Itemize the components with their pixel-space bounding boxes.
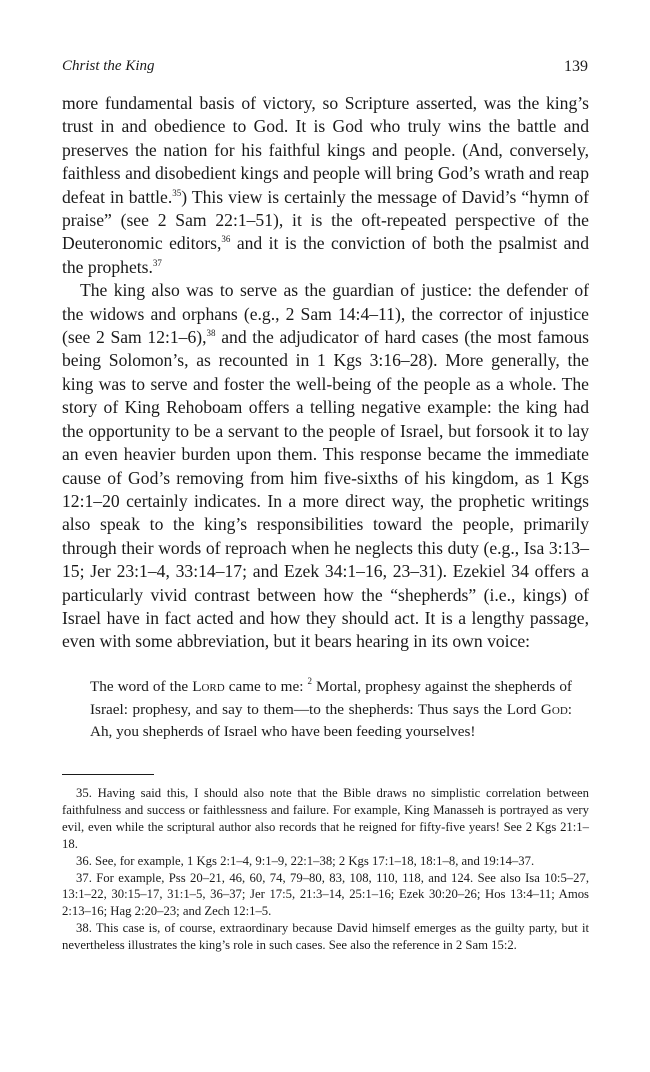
paragraph-1-text-b: ) This view is certainly the message of David’s “hymn of praise” (see 2 Sam 22:1–51), it is the oft-repeated perspective of the Deuteronomic editors, bbox=[62, 186, 589, 254]
quote-lord: Lord bbox=[192, 678, 225, 695]
footnote-divider bbox=[62, 774, 154, 775]
body-text bbox=[62, 92, 589, 654]
quote-text-b: came to me: bbox=[224, 678, 308, 695]
running-head bbox=[62, 58, 588, 80]
quote-text-a: The word of the bbox=[90, 678, 193, 695]
footnote-ref-36: 36 bbox=[221, 234, 231, 245]
footnote-ref-37: 37 bbox=[152, 257, 162, 268]
footnote-ref-38: 38 bbox=[206, 328, 216, 339]
paragraph-1-text-a: more fundamental basis of victory, so Scripture asserted, was the king’s trust in and obedience to God. It is God who truly wins the battle and preserves the nation for his faithful kings and people. (And, conversely, faithless and disobedient kings and people will bring God’s wrath and reap defeat in battle. bbox=[62, 93, 589, 207]
paragraph-1 bbox=[62, 92, 589, 279]
paragraph-2 bbox=[62, 279, 589, 654]
footnote-ref-35: 35 bbox=[172, 187, 182, 198]
quote-text-c: Mortal, prophesy against the shepherds of Israel: prophesy, and say to them—to the shepherds: Thus says the Lord bbox=[90, 678, 572, 718]
page-number: 139 bbox=[564, 58, 588, 75]
paragraph-1-text-c: and it is the conviction of both the psalmist and the prophets. bbox=[62, 233, 589, 277]
footnote-36: 36. See, for example, 1 Kgs 2:1–4, 9:1–9, 22:1–38; 2 Kgs 17:1–18, 18:1–8, and 19:14–37. bbox=[76, 853, 535, 868]
running-title: Christ the King bbox=[62, 58, 155, 74]
paragraph-2-text-b: and the adjudicator of hard cases (the most famous being Solomon’s, as recounted in 1 Kgs 3:16–28). More generally, the king was to serve and foster the well-being of the people as a whole. The story of King Rehoboam offers a telling negative example: the king had the opportunity to be a servant to the people of Israel, but forsook it to lay an even heavier burden upon them. This response became the immediate cause of God’s removing from him five-sixths of his kingdom, as 1 Kgs 12:1–20 certainly indicates. In a more direct way, the prophetic writings also speak to the king’s responsibilities toward the people, primarily through their words of reproach when he neglects this duty (e.g., Isa 3:13–15; Jer 23:1–4, 33:14–17; and Ezek 34:1–16, 23–31). Ezekiel 34 offers a particularly vivid contrast between how the “shepherds” (i.e., kings) of Israel have in fact acted and how they should act. It is a lengthy passage, even with some abbreviation, but it bears hearing in its own voice: bbox=[62, 327, 589, 652]
verse-number-2: 2 bbox=[307, 676, 312, 686]
footnote-35: 35. Having said this, I should also note that the Bible draws no simplistic correlation between faithfulness and success or faithlessness and failure. For example, King Manasseh is portrayed as very evil, even while the scriptural author also records that he reigned for fifty-five years! See 2 Kgs 21:1–18. bbox=[62, 786, 589, 851]
footnote-38: 38. This case is, of course, extraordinary because David himself emerges as the guilty party, but it nevertheless illustrates the king’s role in such cases. See also the reference in 2 Sam 15:2. bbox=[62, 921, 589, 953]
footnotes bbox=[62, 785, 589, 954]
paragraph-2-text-a: The king also was to serve as the guardian of justice: the defender of the widows and orphans (e.g., 2 Sam 14:4–11), the corrector of injustice (see 2 Sam 12:1–6), bbox=[62, 280, 589, 348]
footnote-37: 37. For example, Pss 20–21, 46, 60, 74, 79–80, 83, 108, 110, 118, and 124. See also Isa 10:5–27, 13:1–22, 30:15–17, 31:1–5, 36–37; Jer 17:5, 21:3–14, 25:1–16; Ezek 30:20–26; Hos 13:4–11; Amos 2:13–16; Hag 2:20–23; and Zech 12:1–5. bbox=[62, 870, 589, 919]
block-quote-text bbox=[90, 676, 572, 744]
quote-god: God bbox=[540, 700, 568, 718]
quote-text-d: : Ah, you shepherds of Israel who have been feeding yourselves! bbox=[90, 700, 572, 741]
block-quote bbox=[90, 676, 572, 744]
